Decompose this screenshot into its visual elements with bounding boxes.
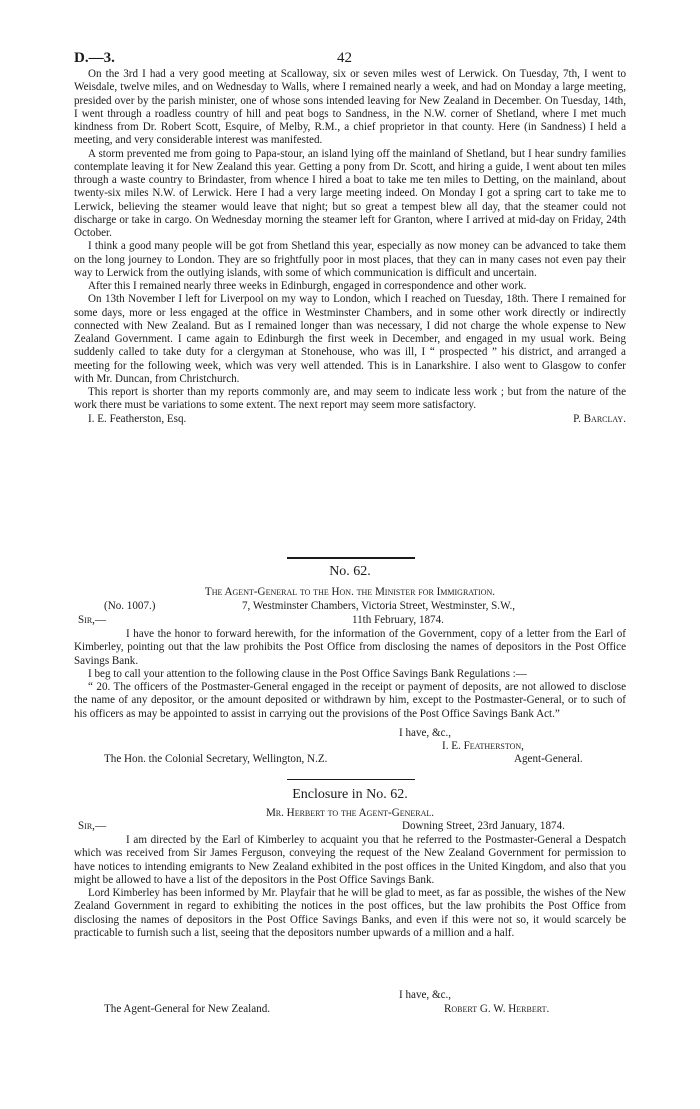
letter-ref: (No. 1007.) [104, 600, 156, 612]
report-paragraph: After this I remained nearly three weeks in Edinburgh, engaged in correspondence and other work. [88, 280, 527, 292]
enclosure-date: Downing Street, 23rd January, 1874. [402, 820, 565, 832]
enclosure-paragraph: Lord Kimberley has been informed by Mr. Playfair that he will be glad to meet, as far as possible, the wishes of the New Zealand Government in regard to exhibiting the notices in the post offices, but the law prohibits the Post Office from disclosing the names of depositors in the Post Office Savings Banks, and even if this were not so, it would scarcely be practicable to furnish such a list, seeing that the depositors number upwards of a million and a half. [74, 887, 626, 939]
report-signature: P. Barclay. [573, 412, 626, 425]
letter-date: 11th February, 1874. [352, 614, 444, 626]
enclosure-closing: I have, &c., [399, 989, 452, 1001]
letter-salutation: Sir,— [78, 614, 107, 626]
letter-signer-title: Agent-General. [514, 753, 583, 765]
letter-subtitle: The Agent-General to the Hon. the Minister for Immigration. [204, 586, 496, 598]
enclosure-paragraph: I am directed by the Earl of Kimberley to acquaint you that he referred to the Postmaster-General a Despatch which was received from Sir James Ferguson, conveying the request of the New Zealand Government for permission to have notices to intending emigrants to New Zealand exhibited in the post offices in the United Kingdom, and also that you might be allowed to have a list of the depositors in the Post Office Savings Bank. [74, 834, 626, 886]
letter-quote: “ 20. The officers of the Postmaster-General engaged in the receipt or payment of deposits, are not allowed to disclose the name of any depositor, or the amount deposited or withdrawn by him, except to the Postmaster-General, or to such of his officers as may be appointed to assist in carrying out the provisions of the Post Office Savings Bank Act.” [74, 681, 626, 720]
enclosure-addressee: The Agent-General for New Zealand. [104, 1003, 271, 1015]
report-paragraph: On the 3rd I had a very good meeting at Scalloway, six or seven miles west of Lerwick. On Tuesday, 7th, I went to Weisdale, twelve miles, and on Wednesday to Walls, where I remained nearly a week, and had on Monday a large meeting, presided over by the parish minister, one of whose sons intended leaving for New Zealand in December. On Tuesday, 14th, I went through a roadless country of hill and peat bogs to Sandness, in the N.W. corner of Shetland, where I met much kindness from Dr. Robert Scott, Esquire, of Melby, R.M., a chief proprietor in that county. Here (in Sandness) I held a meeting, and very considerable interest was manifested. [74, 68, 626, 147]
section-divider [287, 779, 415, 780]
enclosure-salutation: Sir,— [78, 820, 107, 832]
letter-body [74, 628, 626, 721]
report-signature-row [74, 413, 626, 426]
letter-title: No. 62. [329, 564, 371, 579]
enclosure-body [74, 834, 626, 940]
report-paragraph: A storm prevented me from going to Papa-stour, an island lying off the mainland of Shetland, but I hear sundry families contemplate leaving it for New Zealand this year. Getting a pony from Dr. Scott, and hiring a guide, I went about ten miles through a waste country to Brindaster, from whence I hired a boat to take me ten miles to Detting, on the mainland, about twenty-six miles N.W. of Lerwick. Here I had a very large meeting indeed. On Monday I got a spring cart to take me to Lerwick, believing the steamer would leave that night; but so great a tempest blew all day, that the steamer could not discharge or take in cargo. On Wednesday morning the steamer left for Granton, where I arrived at mid-day on Friday, 24th October. [74, 147, 626, 239]
report-paragraph: On 13th November I left for Liverpool on my way to London, which I reached on Tuesday, 18th. There I remained for some days, more or less engaged at the office in Westminster Chambers, and in some other work directly or indirectly connected with New Zealand. But as I remained longer than was necessary, I did not charge the whole expense to New Zealand Government. I came again to Edinburgh the first week in December, and engaged in my usual work. Being suddenly called to take duty for a clergyman at Stonehouse, who was ill, I “ prospected ” his district, and arranged a meeting for the following week, which was very well attended. This is in Lanarkshire. I also went to Glasgow to confer with Mr. Duncan, from Christchurch. [74, 293, 626, 385]
enclosure-subtitle: Mr. Herbert to the Agent-General. [265, 807, 435, 819]
report-addressee: I. E. Featherston, Esq. [88, 412, 187, 425]
letter-signer: I. E. Featherston, [442, 740, 524, 752]
enclosure-title: Enclosure in No. 62. [292, 787, 408, 802]
enclosure-signer: Robert G. W. Herbert. [444, 1003, 550, 1015]
report-paragraph: This report is shorter than my reports commonly are, and may seem to indicate less work ; but from the nature of the work there must be variations to some extent. The next report may seem more satisfactory. [74, 386, 626, 412]
letter-addressee: The Hon. the Colonial Secretary, Wellington, N.Z. [104, 753, 328, 765]
letter-address: 7, Westminster Chambers, Victoria Street, Westminster, S.W., [242, 600, 516, 612]
letter-closing: I have, &c., [399, 727, 452, 739]
report-paragraph: I think a good many people will be got from Shetland this year, especially as now money can be advanced to take them on the long journey to London. They are so frightfully poor in most places, that they can in many cases not even pay their way to Lerwick from the outlying islands, with some of which communication is difficult and uncertain. [74, 240, 626, 279]
document-reference: D.—3. [74, 50, 115, 66]
report-body [74, 68, 626, 426]
page-number: 42 [337, 50, 352, 66]
section-divider [287, 557, 415, 559]
letter-paragraph: I beg to call your attention to the following clause in the Post Office Savings Bank Regulations :— [88, 667, 527, 680]
letter-paragraph: I have the honor to forward herewith, for the information of the Government, copy of a letter from the Earl of Kimberley, pointing out that the law prohibits the Post Office from disclosing the names of depositors in the Post Office Savings Bank. [74, 628, 626, 667]
